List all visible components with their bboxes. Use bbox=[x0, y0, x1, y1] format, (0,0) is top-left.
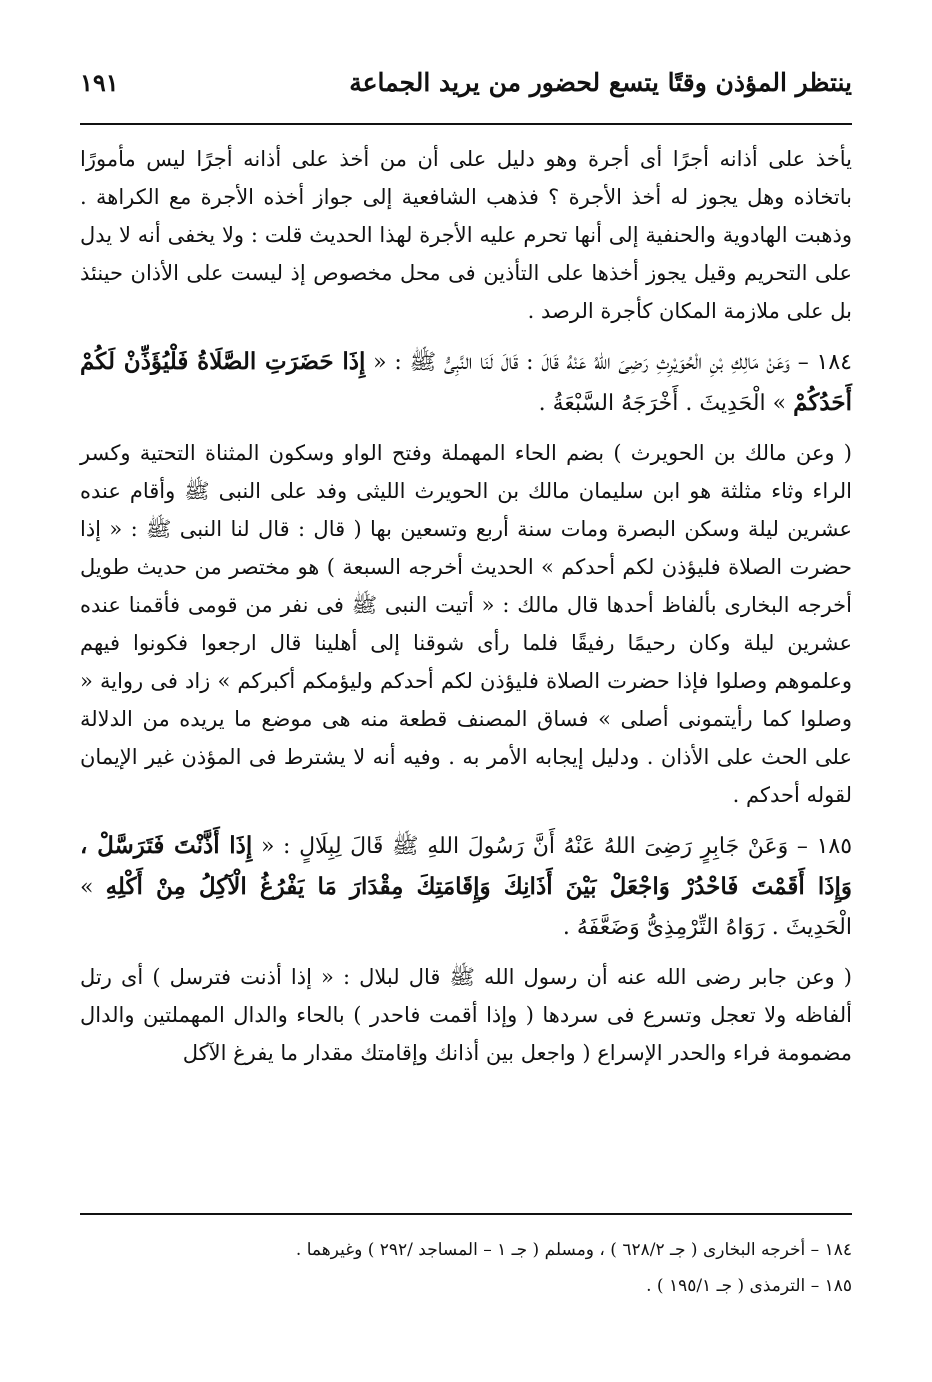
footnote-rule bbox=[80, 1213, 852, 1215]
footnote-184: ١٨٤ – أخرجه البخارى ( جـ ٦٢٨/٢ ) ، ومسلم ( جـ ١ – المساجد /٢٩٢ ) وغيرهما . bbox=[295, 1240, 852, 1260]
hadith-185-intro: ١٨٥ – وَعَنْ جَابِرٍ رَضِىَ اللهُ عَنْهُ أَنَّ رَسُولَ اللهِ ﷺ قَالَ لِبِلَالٍ : « bbox=[260, 834, 853, 859]
running-title: ينتظر المؤذن وقتًا يتسع لحضور من يريد الجماعة bbox=[349, 67, 852, 97]
commentary-paragraph-3: ( وعن جابر رضى الله عنه أن رسول الله ﷺ قال لبلال : « إذا أذنت فترسل ) أى رتل ألفاظه ولا تعجل وتسرع فى سردها ( وإذا أقمت فاحدر ) بالحاء والدال المهملتين والدال مضمومة فراء والحدر الإسراع ( واجعل بين أذانك وإقامتك مقدار ما يفرغ الآكل bbox=[80, 965, 852, 1065]
hadith-184-matn: إِذَا حَضَرَتِ الصَّلَاةُ فَلْيُؤَذِّنْ لَكُمْ أَحَدُكُمْ bbox=[80, 348, 852, 416]
hadith-185-matn: إِذَا أَذَّنْتَ فَتَرَسَّلْ ، وَإِذَا أَقَمْتَ فَاحْدُرْ وَاجْعَلْ بَيْنَ أَذَانِكَ وَإِقَامَتِكَ مِقْدَارَ مَا يَفْرُغُ الْآكِلُ مِنْ أَكْلِهِ bbox=[80, 832, 852, 900]
hadith-185-outro: » الْحَدِيثَ . رَوَاهُ التِّرْمِذِىُّ وَضَعَّفَهُ . bbox=[80, 875, 852, 940]
hadith-184 bbox=[80, 342, 852, 424]
hadith-184-intro: ١٨٤ – وَعَنْ مَالِكِ بْنِ الْحُوَيْرِثِ رَضِىَ اللهُ عَنْهُ قَالَ : قَالَ لَنَا النَّبِىُّ ﷺ : « bbox=[373, 350, 852, 375]
main-text bbox=[80, 140, 852, 1072]
commentary-paragraph-1: يأخذ على أذانه أجرًا أى أجرة وهو دليل على أن من أخذ على أذانه أجرًا ليس مأمورًا باتخاذه وهل يجوز له أخذ الأجرة ؟ فذهب الشافعية إلى جواز أخذه الأجرة مع الكراهة . وذهبت الهادوية والحنفية إلى أنها تحرم عليه الأجرة لهذا الحديث قلت : ولا يخفى أنه لا يدل على التحريم وقيل يجوز أخذها على التأذين فى محل مخصوص إذ ليست على الأذان حينئذ بل على ملازمة المكان كأجرة الرصد . bbox=[80, 147, 852, 323]
footnote-185: ١٨٥ – الترمذى ( جـ ١٩٥/١ ) . bbox=[646, 1276, 852, 1296]
page-header bbox=[80, 60, 852, 104]
hadith-185 bbox=[80, 826, 852, 948]
header-rule bbox=[80, 123, 852, 125]
commentary-paragraph-2: ( وعن مالك بن الحويرث ) بضم الحاء المهملة وفتح الواو وسكون المثناة التحتية وكسر الراء وثاء مثلثة هو ابن سليمان مالك بن الحويرث الليثى وفد على النبى ﷺ وأقام عنده عشرين ليلة وسكن البصرة ومات سنة أربع وتسعين بها ( قال : قال لنا النبى ﷺ : « إذا حضرت الصلاة فليؤذن لكم أحدكم » الحديث أخرجه السبعة ) هو مختصر من حديث طويل أخرجه البخارى بألفاظ أحدها قال مالك : « أتيت النبى ﷺ فى نفر من قومى فأقمنا عنده عشرين ليلة وكان رحيمًا رفيقًا فلما رأى شوقنا إلى أهلينا قال ارجعوا فكونوا فيهم وعلموهم وصلوا فإذا حضرت الصلاة فليؤذن لكم أحدكم وليؤمكم أكبركم » زاد فى رواية « وصلوا كما رأيتمونى أصلى » فساق المصنف قطعة منه هى موضع ما يريده من الدلالة على الحث على الأذان . ودليل إيجابه الأمر به . وفيه أنه لا يشترط فى المؤذن غير الإيمان لقوله أحدكم . bbox=[80, 441, 852, 807]
page-number: ١٩١ bbox=[80, 67, 119, 97]
footnotes bbox=[170, 1232, 852, 1304]
hadith-184-outro: » الْحَدِيثَ . أَخْرَجَهُ السَّبْعَةُ . bbox=[538, 391, 787, 416]
